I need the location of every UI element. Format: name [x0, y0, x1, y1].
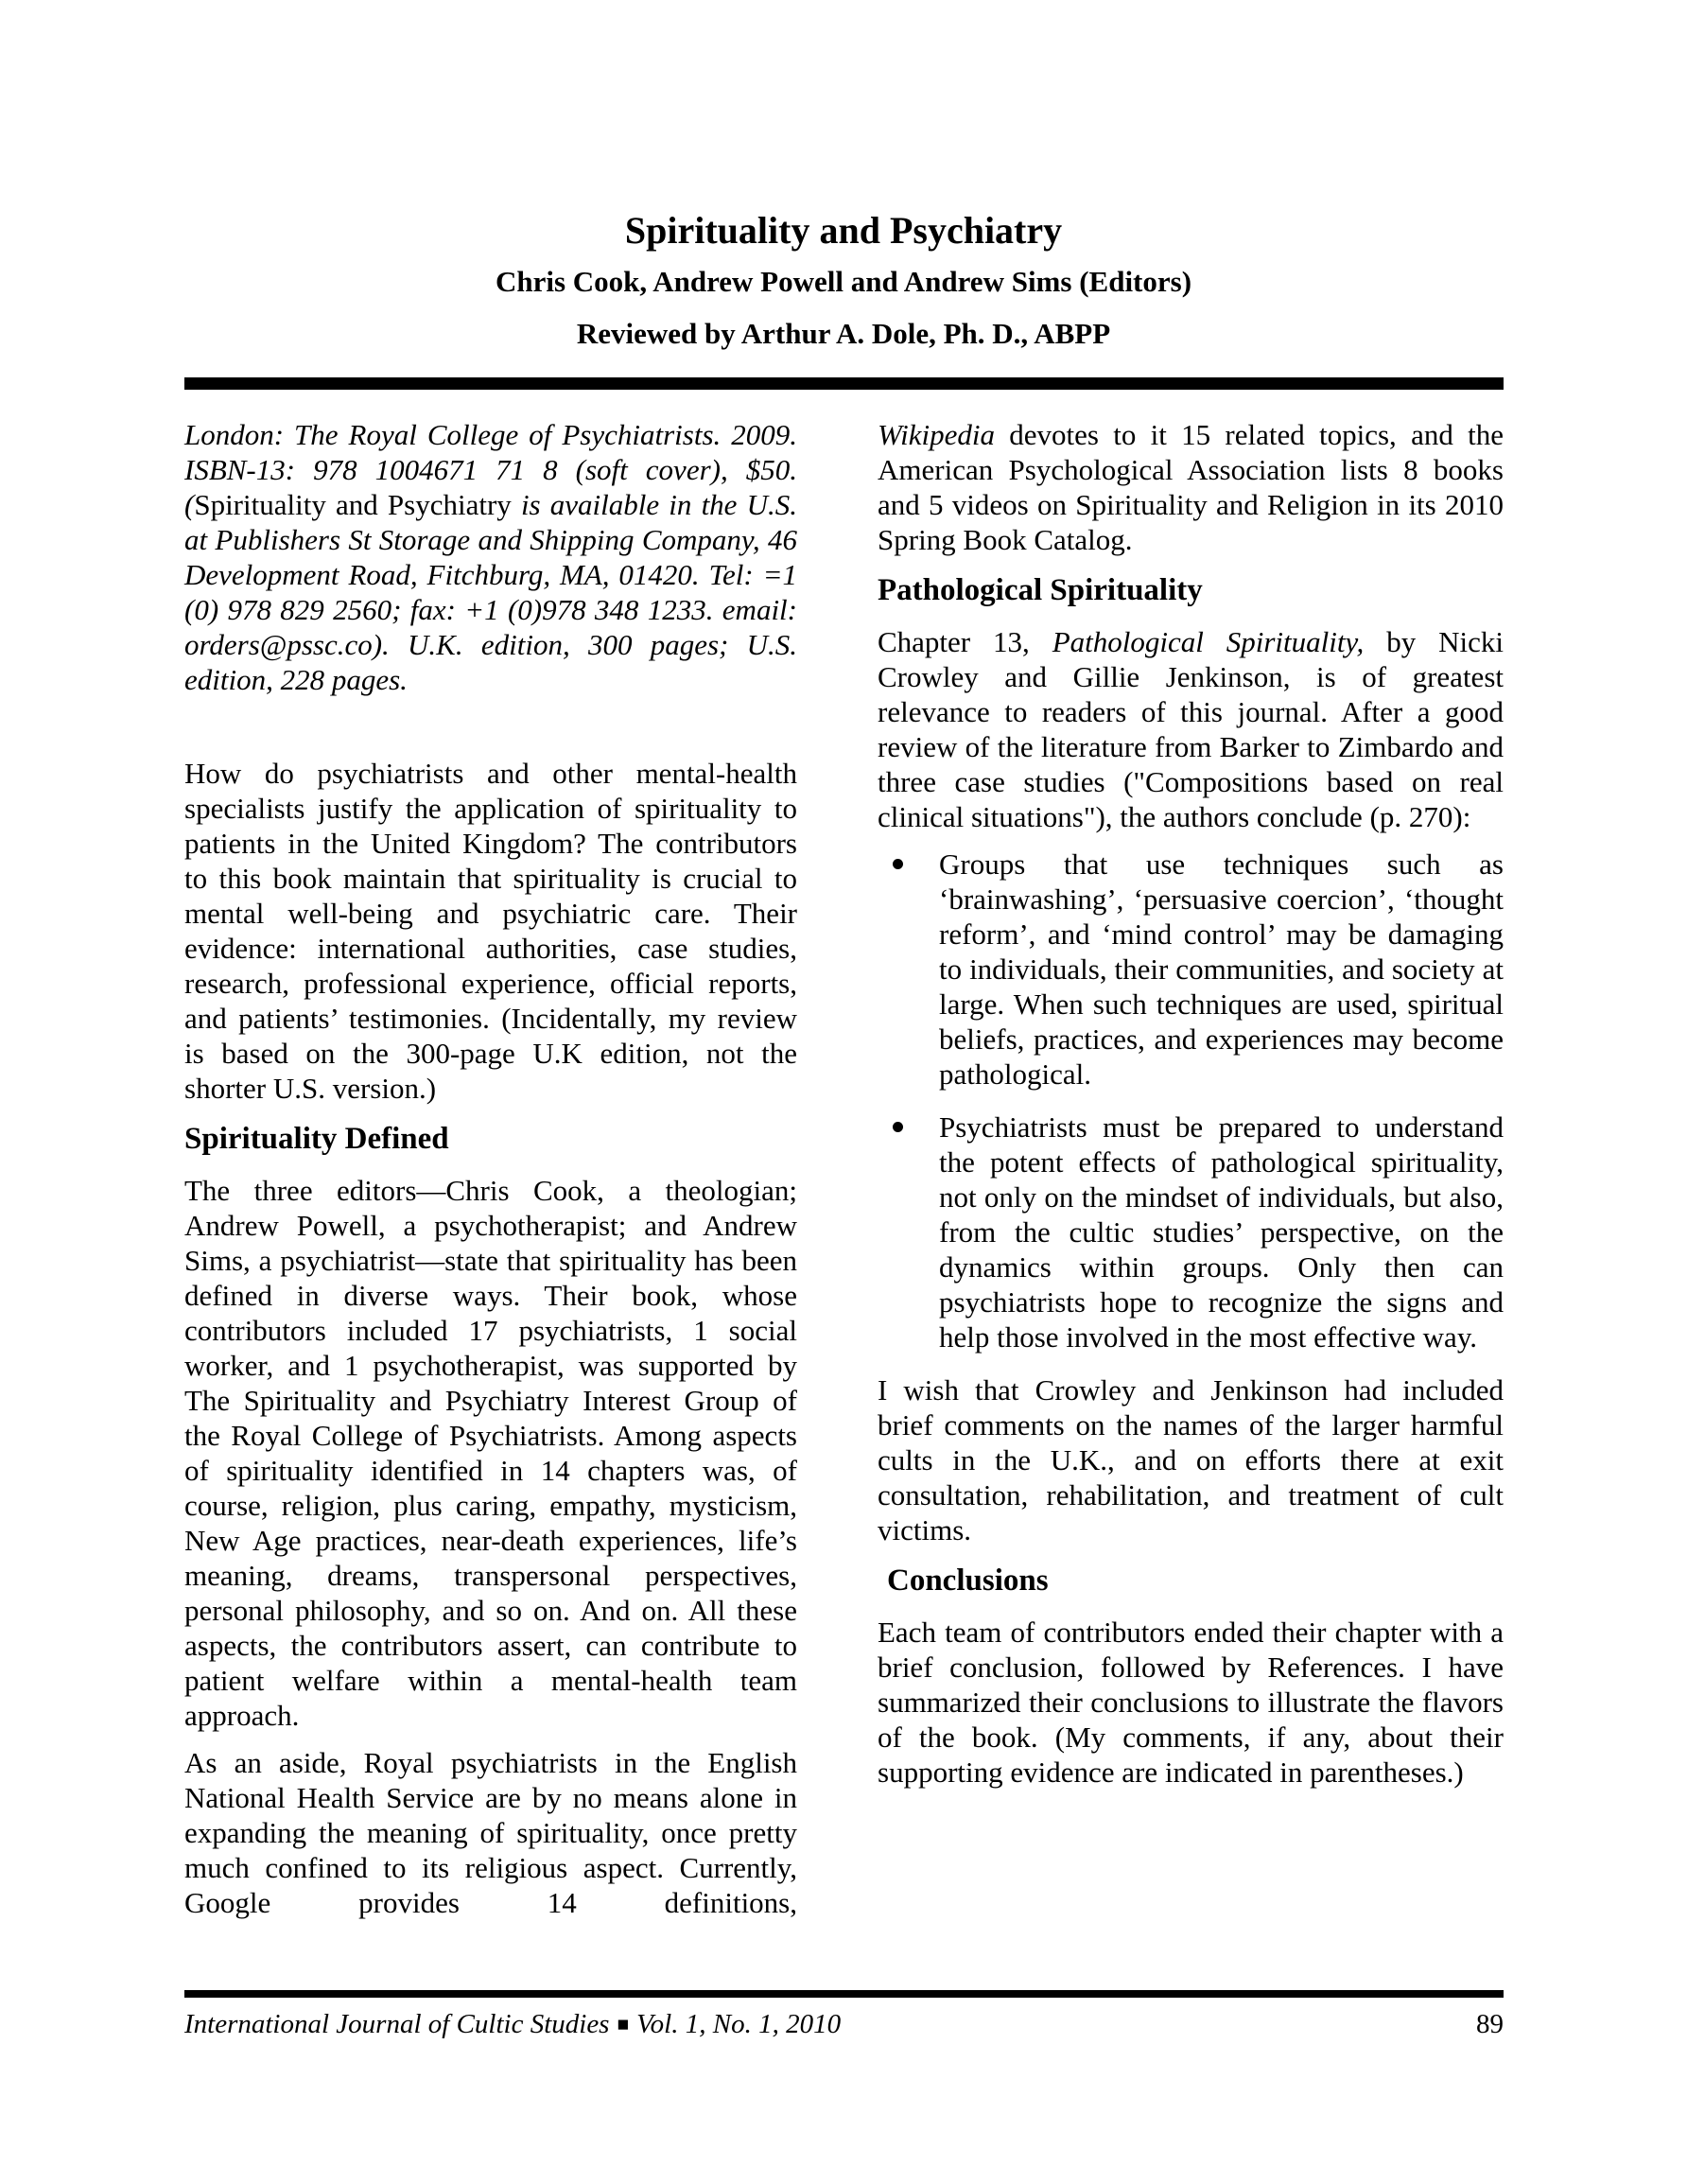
wikipedia-italic: Wikipedia: [878, 418, 995, 451]
wikipedia-paragraph: [878, 417, 1504, 557]
citation-book-title: Spirituality and Psychiatry: [194, 488, 512, 521]
bullet-icon: [893, 859, 903, 869]
wish-paragraph: I wish that Crowley and Jenkinson had included brief comments on the names of the larger harmful cults in the U.K., and on efforts there at exit consultation, rehabilitation, and treatment of cult victims.: [878, 1373, 1504, 1546]
chapter-paragraph: [878, 624, 1504, 834]
right-column: [878, 417, 1504, 1932]
article-body: [184, 417, 1504, 1932]
article-editors: Chris Cook, Andrew Powell and Andrew Sims (Editors): [495, 265, 1192, 298]
bullet-text: Groups that use techniques such as ‘brainwashing’, ‘persuasive coercion’, ‘thought reform’, and ‘mind control’ may be damaging to individuals, their communities, and society at large. When such techniques are used, spiritual beliefs, practices, and experiences may become pathological.: [939, 847, 1504, 1091]
bullet-text: Psychiatrists must be prepared to understand the potent effects of pathological spirituality, not only on the mindset of individuals, but also, from the cultic studies’ perspective, on the dynamics within groups. Only then can psychiatrists hope to recognize the signs and help those involved in the most effective way.: [939, 1110, 1504, 1354]
conclusions-paragraph: Each team of contributors ended their chapter with a brief conclusion, followed by References. I have summarized their conclusions to illustrate the flavors of the book. (My comments, if any, about their supporting evidence are indicated in parentheses.): [878, 1616, 1504, 1789]
chapter-title-italic: Pathological Spirituality,: [1052, 625, 1365, 658]
conclusion-bullet-list: [878, 847, 1504, 1354]
editors-paragraph: The three editors—Chris Cook, a theologian; Andrew Powell, a psychotherapist; and Andrew Sims, a psychiatrist—state that spirituality has been defined in diverse ways. Their book, whose contributors included 17 psychiatrists, 1 social worker, and 1 psychotherapist, was supported by The Spirituality and Psychiatry Interest Group of the Royal College of Psychiatrists. Among aspects of spirituality identified in 14 chapters was, of course, religion, plus caring, empathy, mysticism, New Age practices, near-death experiences, life’s meaning, dreams, transpersonal perspectives, personal philosophy, and so on. And on. All these aspects, the contributors assert, can contribute to patient welfare within a mental-health team approach.: [184, 1174, 797, 1732]
footer-rule: [184, 1990, 1504, 1998]
page-number: 89: [1476, 2009, 1504, 2039]
heading-pathological-spirituality: Pathological Spirituality: [878, 573, 1203, 607]
journal-issue: Vol. 1, No. 1, 2010: [636, 2009, 842, 2039]
list-item: [878, 1109, 1504, 1354]
citation-paragraph: [184, 417, 797, 697]
aside-paragraph: As an aside, Royal psychiatrists in the English National Health Service are by no means alone in expanding the meaning of spirituality, once pretty much confined to its religious aspect. Currently, Google provides 14 definitions,: [184, 1746, 797, 1919]
bullet-icon: [893, 1122, 903, 1132]
heading-conclusions: Conclusions: [887, 1564, 1049, 1598]
journal-name: International Journal of Cultic Studies: [184, 2009, 610, 2039]
article-reviewer: Reviewed by Arthur A. Dole, Ph. D., ABPP: [576, 317, 1111, 350]
wikipedia-rest: devotes to it 15 related topics, and the American Psychological Association lists 8 books and 5 videos on Spirituality and Religion in its 2010 Spring Book Catalog.: [878, 418, 1504, 556]
header-rule: [184, 377, 1504, 390]
citation-text-part2: is available in the U.S. at Publishers St Storage and Shipping Company, 46 Development Road, Fitchburg, MA, 01420. Tel: =1 (0) 978 829 2560; fax: +1 (0)978 348 1233. email: orders@pssc.co). U.K. edition, 300 pages; U.S. edition, 228 pages.: [184, 488, 797, 696]
chapter-text-part3: by Nicki Crowley and Gillie Jenkinson, is of greatest relevance to readers of this journal. After a good review of the literature from Barker to Zimbardo and three case studies ("Compositions based on real clinical situations"), the authors conclude (p. 270):: [878, 625, 1504, 833]
list-item: [878, 847, 1504, 1092]
left-column: [184, 417, 797, 1932]
intro-paragraph: How do psychiatrists and other mental-health specialists justify the application of spirituality to patients in the United Kingdom? The contributors to this book maintain that spirituality is crucial to mental well-being and psychiatric care. Their evidence: international authorities, case studies, research, professional experience, official reports, and patients’ testimonies. (Incidentally, my review is based on the 300-page U.K edition, not the shorter U.S. version.): [184, 757, 797, 1105]
citation-text-part1: London: The Royal College of Psychiatrists. 2009. ISBN-13: 978 1004671 71 8 (soft cover), $50. (: [184, 418, 797, 521]
heading-spirituality-defined: Spirituality Defined: [184, 1122, 449, 1156]
chapter-text-part1: Chapter 13,: [878, 625, 1052, 658]
footer-journal-info: [184, 2007, 841, 2041]
page-footer: [184, 2007, 1504, 2041]
page-title: Spirituality and Psychiatry: [624, 209, 1063, 252]
square-separator-icon: ■: [617, 2013, 630, 2035]
